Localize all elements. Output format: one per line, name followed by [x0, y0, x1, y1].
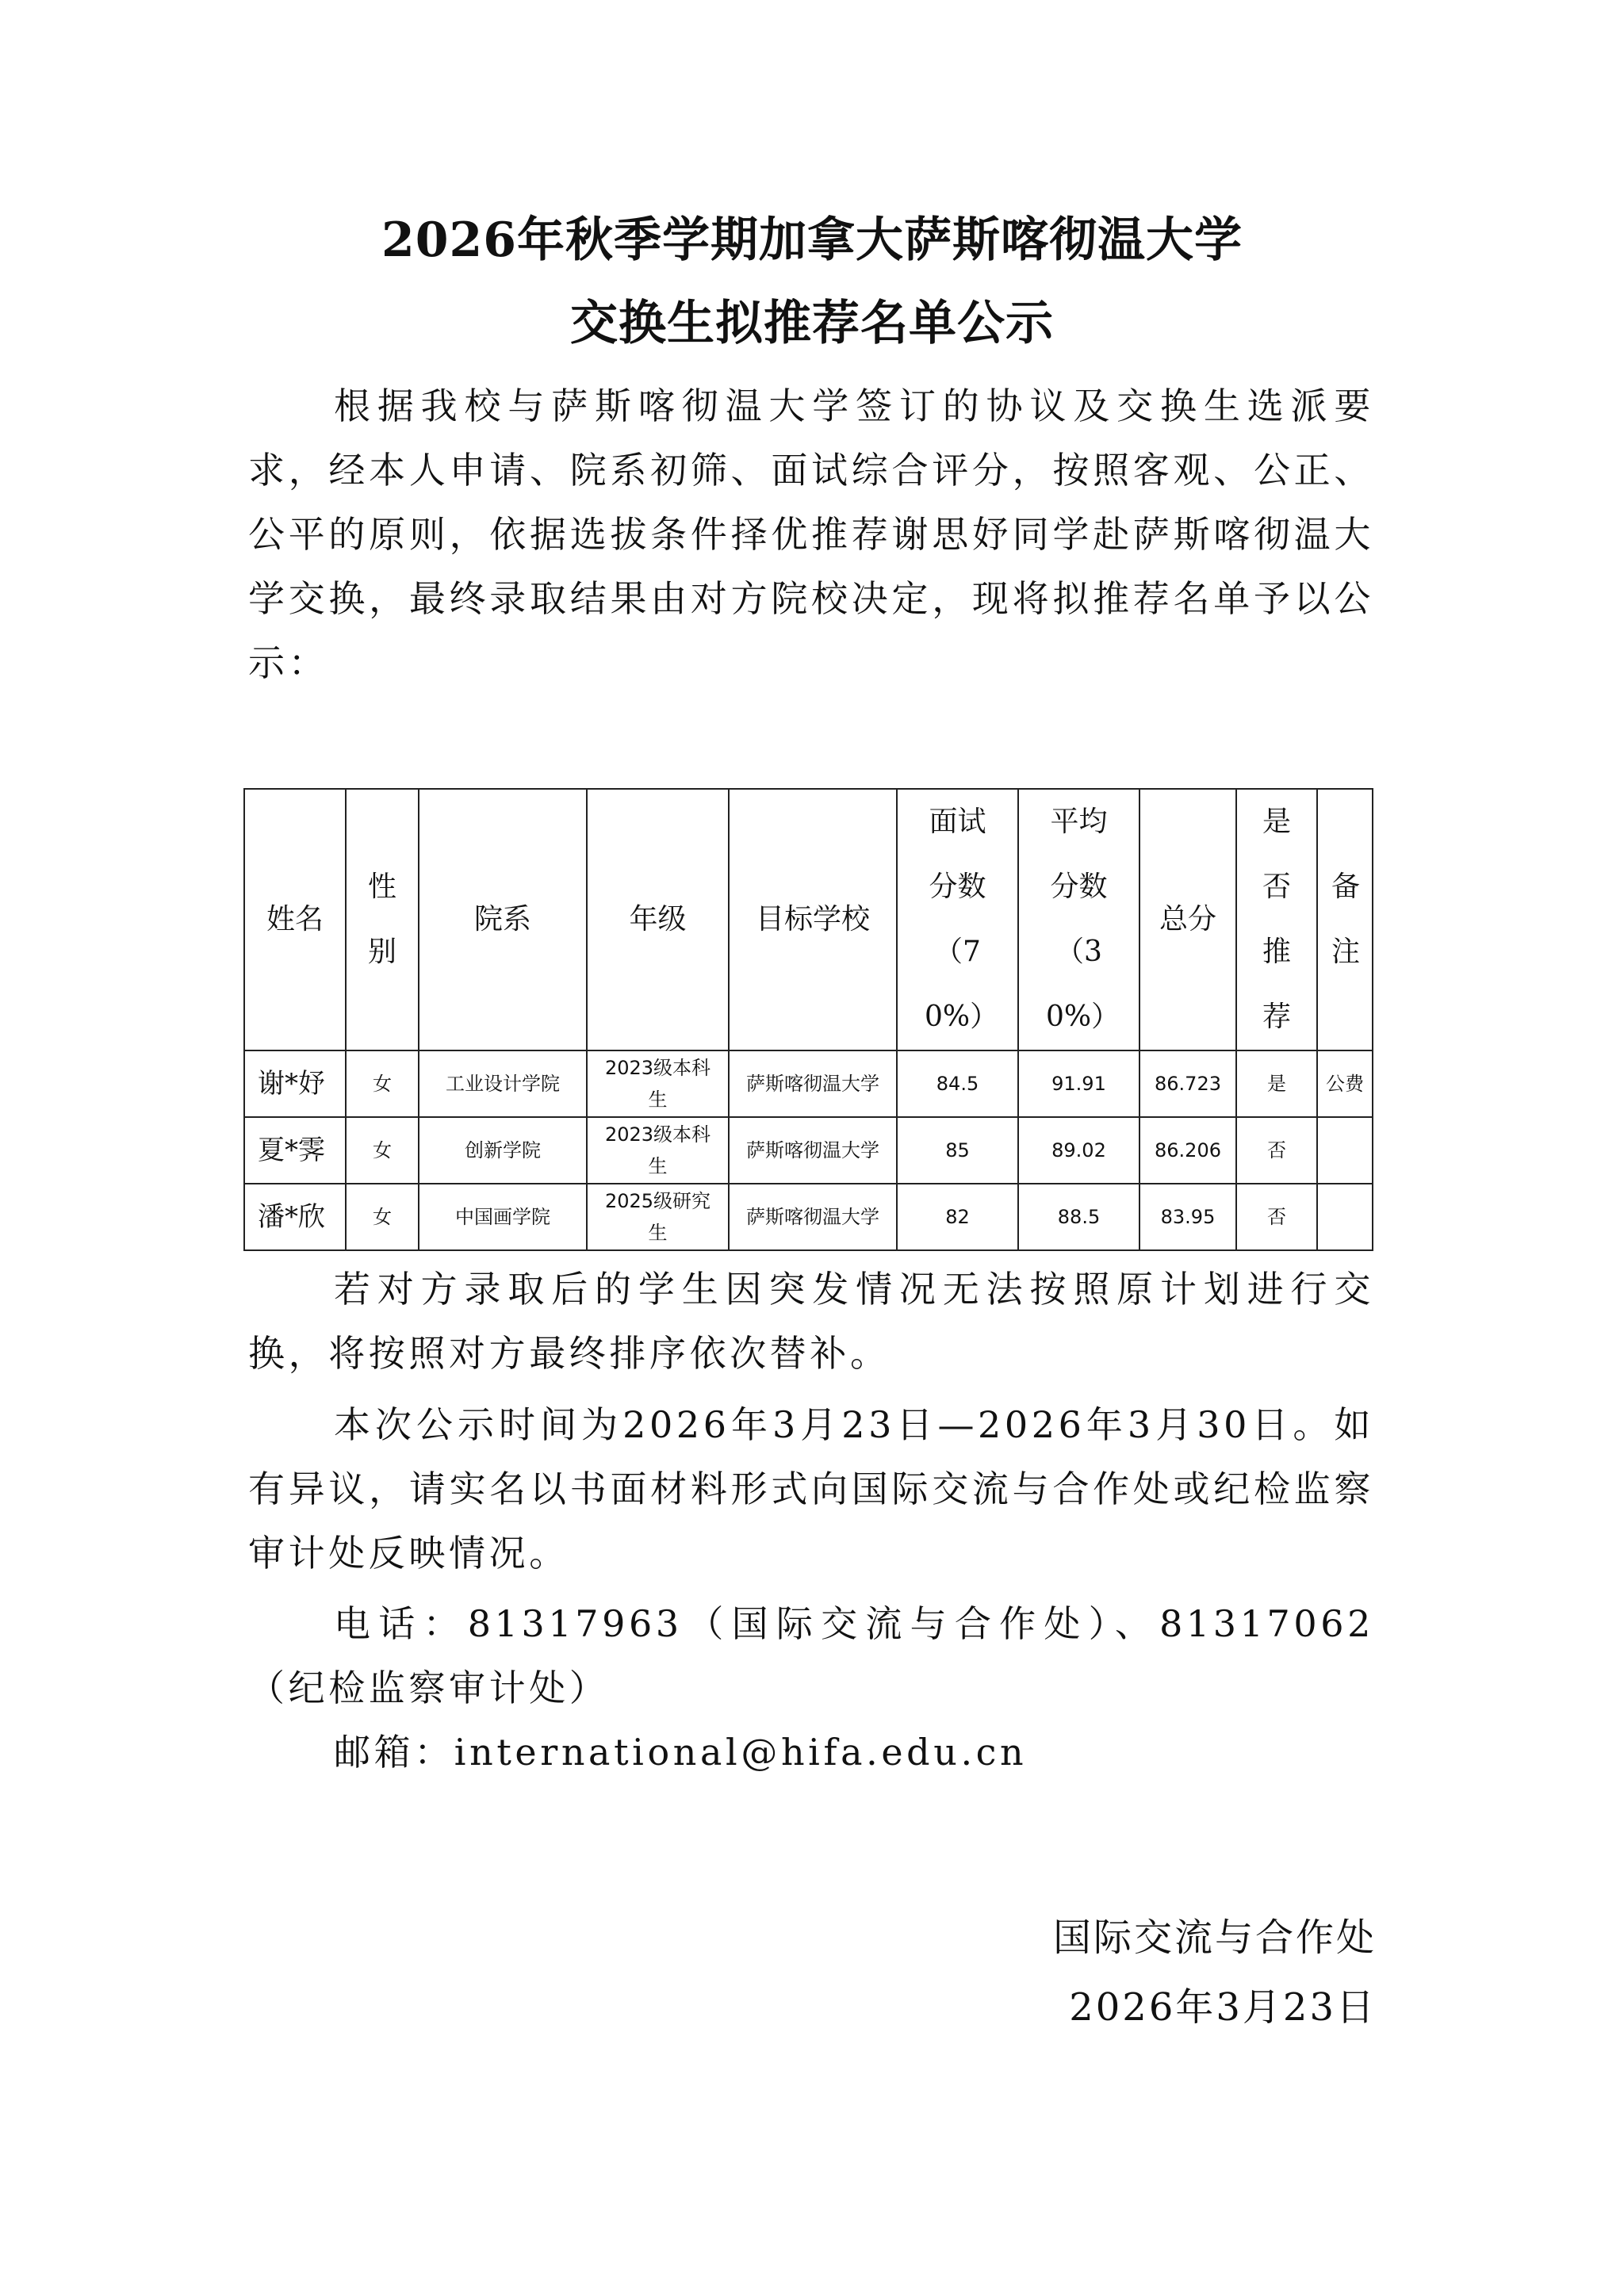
- table-row: [244, 1050, 1373, 1117]
- cell-average-score: 88.5: [1018, 1184, 1139, 1250]
- header-name: 姓名: [244, 789, 346, 1050]
- cell-department: 工业设计学院: [419, 1050, 587, 1117]
- cell-gender: 女: [346, 1050, 419, 1117]
- header-total: 总分: [1139, 789, 1236, 1050]
- header-remarks: 备注: [1317, 789, 1373, 1050]
- cell-recommend: 否: [1236, 1184, 1317, 1250]
- phone-paragraph: 电话：81317963（国际交流与合作处）、81317062（纪检监察审计处）: [248, 1602, 1374, 1709]
- cell-total: 86.206: [1139, 1117, 1236, 1184]
- table-row: [244, 1117, 1373, 1184]
- cell-average-score: 91.91: [1018, 1050, 1139, 1117]
- cell-department: 中国画学院: [419, 1184, 587, 1250]
- email-paragraph: 邮箱：international@hifa.edu.cn: [334, 1731, 1028, 1774]
- header-gender: 性别: [346, 789, 419, 1050]
- substitute-paragraph: 若对方录取后的学生因突发情况无法按照原计划进行交换，将按照对方最终排序依次替补。: [248, 1268, 1374, 1375]
- cell-interview-score: 85: [897, 1117, 1018, 1184]
- cell-recommend: 否: [1236, 1117, 1317, 1184]
- header-recommend: 是否推荐: [1236, 789, 1317, 1050]
- header-average-score: 平均分数（30%）: [1018, 789, 1139, 1050]
- header-target-school: 目标学校: [729, 789, 897, 1050]
- header-interview-score: 面试分数（70%）: [897, 789, 1018, 1050]
- table-header-row: [244, 789, 1373, 1050]
- cell-target-school: 萨斯喀彻温大学: [729, 1184, 897, 1250]
- cell-name: 潘*欣: [244, 1184, 346, 1250]
- cell-remarks: [1317, 1184, 1373, 1250]
- title-line-1: 2026年秋季学期加拿大萨斯喀彻温大学: [381, 212, 1243, 268]
- cell-average-score: 89.02: [1018, 1117, 1139, 1184]
- cell-target-school: 萨斯喀彻温大学: [729, 1050, 897, 1117]
- cell-name: 谢*妤: [244, 1050, 346, 1117]
- recommendation-table: [243, 788, 1373, 1251]
- table-row: [244, 1184, 1373, 1250]
- cell-gender: 女: [346, 1184, 419, 1250]
- cell-total: 86.723: [1139, 1050, 1236, 1117]
- header-department: 院系: [419, 789, 587, 1050]
- cell-total: 83.95: [1139, 1184, 1236, 1250]
- signature-office: 国际交流与合作处: [1052, 1915, 1377, 1960]
- cell-interview-score: 84.5: [897, 1050, 1018, 1117]
- title-line-2: 交换生拟推荐名单公示: [570, 296, 1054, 351]
- cell-grade: 2023级本科生: [587, 1050, 729, 1117]
- cell-interview-score: 82: [897, 1184, 1018, 1250]
- header-grade: 年级: [587, 789, 729, 1050]
- cell-recommend: 是: [1236, 1050, 1317, 1117]
- cell-remarks: [1317, 1117, 1373, 1184]
- signature-date: 2026年3月23日: [1069, 1985, 1377, 2030]
- cell-gender: 女: [346, 1117, 419, 1184]
- cell-department: 创新学院: [419, 1117, 587, 1184]
- cell-grade: 2025级研究生: [587, 1184, 729, 1250]
- period-paragraph: 本次公示时间为2026年3月23日—2026年3月30日。如有异议，请实名以书面材料形式向国际交流与合作处或纪检监察审计处反映情况。: [248, 1403, 1374, 1575]
- cell-target-school: 萨斯喀彻温大学: [729, 1117, 897, 1184]
- cell-name: 夏*霁: [244, 1117, 346, 1184]
- intro-paragraph: 根据我校与萨斯喀彻温大学签订的协议及交换生选派要求，经本人申请、院系初筛、面试综合评分，按照客观、公正、公平的原则，依据选拔条件择优推荐谢思妤同学赴萨斯喀彻温大学交换，最终录取结果由对方院校决定，现将拟推荐名单予以公示：: [248, 385, 1374, 684]
- cell-grade: 2023级本科生: [587, 1117, 729, 1184]
- cell-remarks: 公费: [1317, 1050, 1373, 1117]
